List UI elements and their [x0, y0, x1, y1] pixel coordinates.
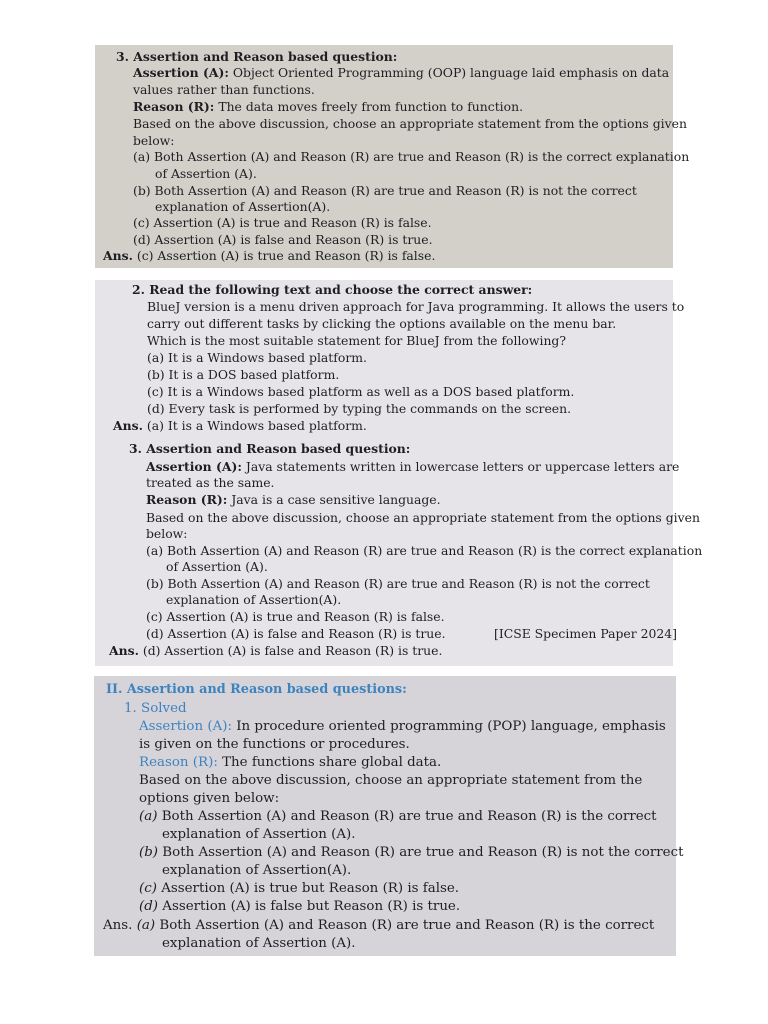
q3-reason-line	[146, 494, 441, 506]
option-d-text: Assertion (A) is false but Reason (R) is true.	[158, 899, 461, 914]
q3-source-citation: [ICSE Specimen Paper 2024]	[494, 626, 677, 641]
q3-reason-label: Reason (R):	[146, 492, 228, 507]
section-heading: II. Assertion and Reason based questions:	[106, 682, 407, 697]
instruction-line-cont: options given below:	[139, 791, 280, 806]
q3-answer-label: Ans.	[109, 643, 139, 658]
option-a: (a) Both Assertion (A) and Reason (R) are true and Reason (R) is the correct explanation	[133, 149, 690, 164]
option-a-cont: explanation of Assertion (A).	[162, 827, 356, 842]
option-b-label: (b)	[139, 845, 159, 860]
assertion-line	[139, 720, 666, 733]
q2-option-b: (b) It is a DOS based platform.	[147, 367, 340, 382]
q2-answer-label: Ans.	[113, 418, 143, 433]
q3-assertion-text: Java statements written in lowercase letters or uppercase letters are	[241, 459, 680, 474]
answer-label: Ans.	[103, 918, 133, 933]
q3-option-b-cont: explanation of Assertion(A).	[166, 592, 342, 607]
q2-heading: 2. Read the following text and choose the correct answer:	[132, 282, 533, 297]
q2-answer-text: (a) It is a Windows based platform.	[142, 418, 367, 433]
option-b-text: Both Assertion (A) and Reason (R) are true and Reason (R) is not the correct	[158, 845, 684, 860]
q2-answer-line	[113, 420, 367, 432]
assertion-label: Assertion (A):	[133, 65, 229, 80]
option-a-label: (a)	[139, 809, 158, 824]
q3-option-a-cont: of Assertion (A).	[166, 559, 268, 574]
q3-answer-line	[109, 645, 442, 657]
option-b-cont: explanation of Assertion(A).	[155, 199, 331, 214]
option-a-cont: of Assertion (A).	[155, 166, 257, 181]
q2-question: Which is the most suitable statement for BlueJ from the following?	[147, 333, 567, 348]
option-b: (b) Both Assertion (A) and Reason (R) are true and Reason (R) is not the correct	[133, 183, 637, 198]
option-b	[139, 846, 683, 859]
q2-option-c: (c) It is a Windows based platform as well as a DOS based platform.	[147, 384, 575, 399]
q3-reason-text: Java is a case sensitive language.	[227, 492, 441, 507]
question-panel-pop	[94, 676, 684, 956]
option-b-cont: explanation of Assertion(A).	[162, 863, 352, 878]
assertion-text-cont: is given on the functions or procedures.	[139, 737, 410, 752]
answer-line	[103, 919, 654, 932]
q2-text: BlueJ version is a menu driven approach for Java programming. It allows the users to	[147, 299, 685, 314]
q3-assertion-line	[146, 461, 679, 473]
q3-option-b: (b) Both Assertion (A) and Reason (R) are true and Reason (R) is not the correct	[146, 576, 650, 591]
q3-assertion-text-cont: treated as the same.	[146, 475, 275, 490]
option-c-text: Assertion (A) is true but Reason (R) is false.	[156, 881, 460, 896]
question-panel-bluej	[95, 280, 703, 666]
q2-text-cont: carry out different tasks by clicking the options available on the menu bar.	[147, 316, 617, 331]
reason-line	[133, 101, 523, 113]
option-c: (c) Assertion (A) is true and Reason (R) is false.	[133, 215, 432, 230]
answer-label: Ans.	[103, 248, 133, 263]
reason-text: The functions share global data.	[217, 755, 442, 770]
instruction-line-cont: below:	[133, 133, 175, 148]
assertion-text: In procedure oriented programming (POP) language, emphasis	[231, 719, 666, 734]
answer-option-label: (a)	[132, 918, 156, 933]
option-d	[139, 900, 460, 913]
assertion-label: Assertion (A):	[139, 719, 232, 734]
instruction-line: Based on the above discussion, choose an appropriate statement from the	[139, 773, 643, 788]
instruction-line: Based on the above discussion, choose an appropriate statement from the options given	[133, 116, 687, 131]
assertion-text: Object Oriented Programming (OOP) language laid emphasis on data	[228, 65, 670, 80]
answer-text: Both Assertion (A) and Reason (R) are true and Reason (R) is the correct	[155, 918, 655, 933]
q3-option-d: (d) Assertion (A) is false and Reason (R) is true.	[146, 626, 446, 641]
option-d-label: (d)	[139, 899, 159, 914]
q2-option-d: (d) Every task is performed by typing the commands on the screen.	[147, 401, 572, 416]
option-d: (d) Assertion (A) is false and Reason (R) is true.	[133, 232, 433, 247]
q3-instruction-line: Based on the above discussion, choose an appropriate statement from the options given	[146, 510, 700, 525]
q3-instruction-line-cont: below:	[146, 526, 188, 541]
option-c	[139, 882, 459, 895]
option-c-label: (c)	[139, 881, 157, 896]
q3-option-c: (c) Assertion (A) is true and Reason (R) is false.	[146, 609, 445, 624]
q3-option-a: (a) Both Assertion (A) and Reason (R) are true and Reason (R) is the correct explanation	[146, 543, 703, 558]
answer-line	[103, 250, 435, 262]
option-a-text: Both Assertion (A) and Reason (R) are true and Reason (R) is the correct	[157, 809, 657, 824]
answer-text: (c) Assertion (A) is true and Reason (R) is false.	[132, 248, 436, 263]
q2-option-a: (a) It is a Windows based platform.	[147, 350, 367, 365]
reason-label: Reason (R):	[139, 755, 218, 770]
question-heading: 3. Assertion and Reason based question:	[116, 49, 398, 64]
assertion-text-cont: values rather than functions.	[133, 82, 315, 97]
reason-label: Reason (R):	[133, 99, 215, 114]
question-panel-oop	[95, 45, 690, 268]
assertion-line	[133, 67, 669, 79]
reason-line	[139, 756, 441, 769]
answer-text-cont: explanation of Assertion (A).	[162, 936, 356, 951]
q3-heading: 3. Assertion and Reason based question:	[129, 441, 411, 456]
q3-assertion-label: Assertion (A):	[146, 459, 242, 474]
subheading-solved: 1. Solved	[124, 701, 187, 716]
option-a	[139, 810, 657, 823]
reason-text: The data moves freely from function to function.	[214, 99, 524, 114]
q3-answer-text: (d) Assertion (A) is false and Reason (R) is true.	[138, 643, 443, 658]
